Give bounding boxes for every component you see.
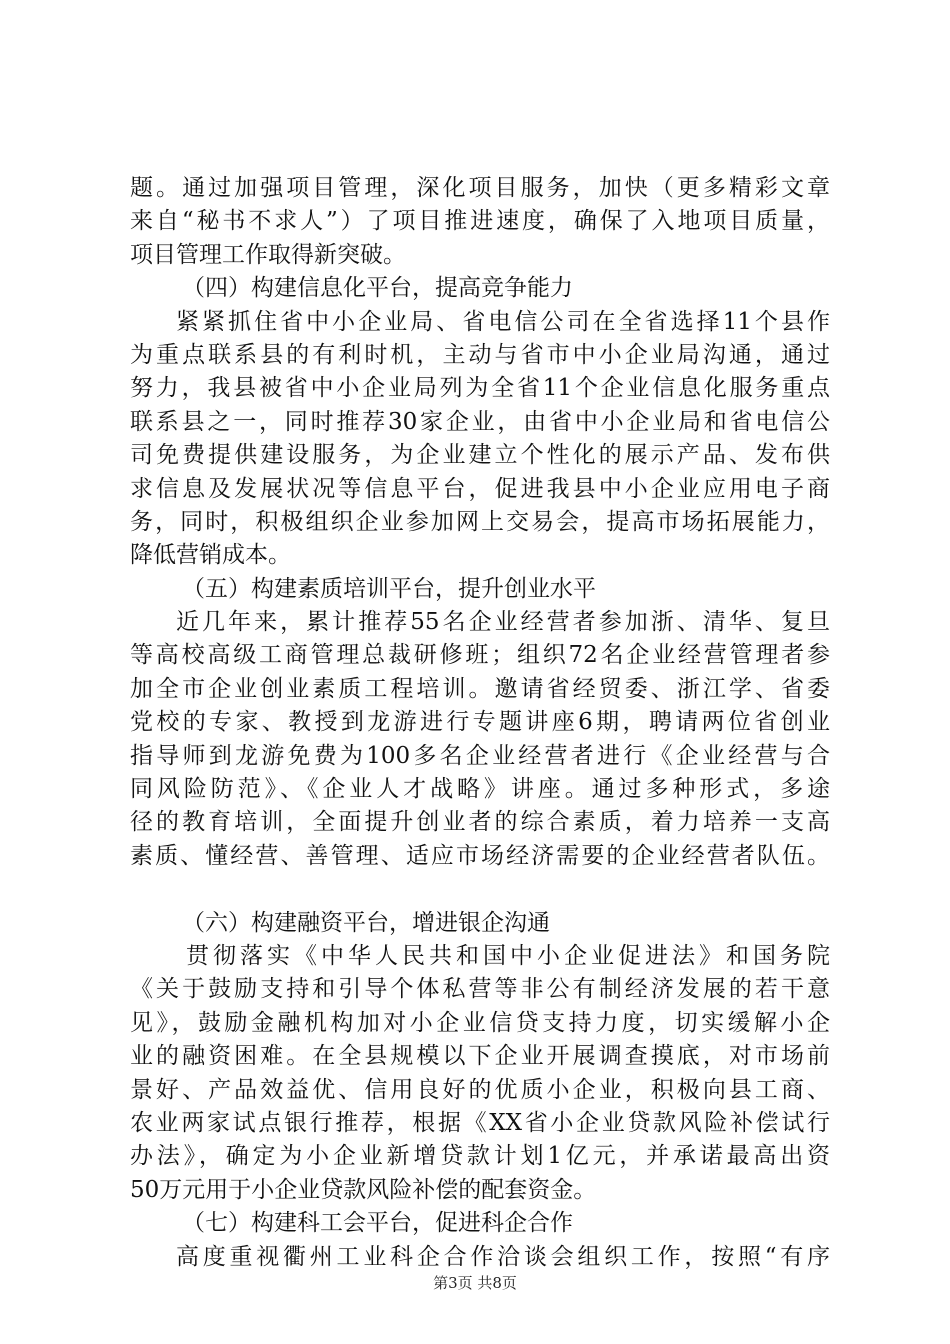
section-heading-4: （四）构建信息化平台，提高竞争能力 xyxy=(182,275,573,302)
body-line: 径的教育培训，全面提升创业者的综合素质，着力培养一支高 xyxy=(130,809,830,836)
body-line: 业的融资困难。在全县规模以下企业开展调查摸底，对市场前 xyxy=(130,1043,830,1070)
body-line: 加全市企业创业素质工程培训。邀请省经贸委、浙江学、省委 xyxy=(130,675,830,702)
body-line: 50万元用于小企业贷款风险补偿的配套资金。 xyxy=(130,1176,597,1203)
document-body xyxy=(130,172,830,1274)
body-line: 求信息及发展状况等信息平台，促进我县中小企业应用电子商 xyxy=(130,475,830,502)
body-line: 项目管理工作取得新突破。 xyxy=(130,241,406,268)
body-line: 见》，鼓励金融机构加对小企业信贷支持力度，切实缓解小企 xyxy=(130,1009,830,1036)
blank-line xyxy=(130,873,830,906)
body-line: 同风险防范》、《企业人才战略》讲座。通过多种形式，多途 xyxy=(130,776,830,803)
page-number-footer: 第3页 共8页 xyxy=(433,1274,517,1292)
body-line: 来自“秘书不求人”）了项目推进速度，确保了入地项目质量， xyxy=(130,208,830,235)
body-line: 指导师到龙游免费为100多名企业经营者进行《企业经营与合 xyxy=(130,742,830,769)
section-heading-7: （七）构建科工会平台，促进科企合作 xyxy=(182,1210,573,1237)
body-line: 党校的专家、教授到龙游进行专题讲座6期，聘请两位省创业 xyxy=(130,709,830,736)
section-heading-6: （六）构建融资平台，增进银企沟通 xyxy=(182,909,550,936)
body-line: 景好、产品效益优、信用良好的优质小企业，积极向县工商、 xyxy=(130,1076,830,1103)
section-heading-5: （五）构建素质培训平台，提升创业水平 xyxy=(182,575,596,602)
body-line: 务，同时，积极组织企业参加网上交易会，提高市场拓展能力， xyxy=(130,508,830,535)
body-line: 司免费提供建设服务，为企业建立个性化的展示产品、发布供 xyxy=(130,442,830,469)
body-line: 近几年来，累计推荐55名企业经营者参加浙、清华、复旦 xyxy=(176,609,830,636)
body-line: 题。通过加强项目管理，深化项目服务，加快（更多精彩文章 xyxy=(130,175,830,201)
body-line: 贯彻落实《中华人民共和国中小企业促进法》和国务院 xyxy=(186,942,830,969)
body-line: 联系县之一，同时推荐30家企业，由省中小企业局和省电信公 xyxy=(130,408,830,435)
body-line: 《关于鼓励支持和引导个体私营等非公有制经济发展的若干意 xyxy=(130,976,830,1003)
body-line: 紧紧抓住省中小企业局、省电信公司在全省选择11个县作 xyxy=(176,308,830,335)
body-line: 办法》，确定为小企业新增贷款计划1亿元，并承诺最高出资 xyxy=(130,1143,830,1170)
body-line: 为重点联系县的有利时机，主动与省市中小企业局沟通，通过 xyxy=(130,341,830,368)
body-line: 素质、懂经营、善管理、适应市场经济需要的企业经营者队伍。 xyxy=(130,842,830,869)
body-line: 高度重视衢州工业科企合作洽谈会组织工作，按照“有序 xyxy=(176,1243,830,1270)
body-line: 努力，我县被省中小企业局列为全省11个企业信息化服务重点 xyxy=(130,375,830,402)
body-line: 农业两家试点银行推荐，根据《XX省小企业贷款风险补偿试行 xyxy=(130,1109,830,1136)
body-line: 等高校高级工商管理总裁研修班；组织72名企业经营管理者参 xyxy=(130,642,830,669)
body-line: 降低营销成本。 xyxy=(130,542,291,569)
